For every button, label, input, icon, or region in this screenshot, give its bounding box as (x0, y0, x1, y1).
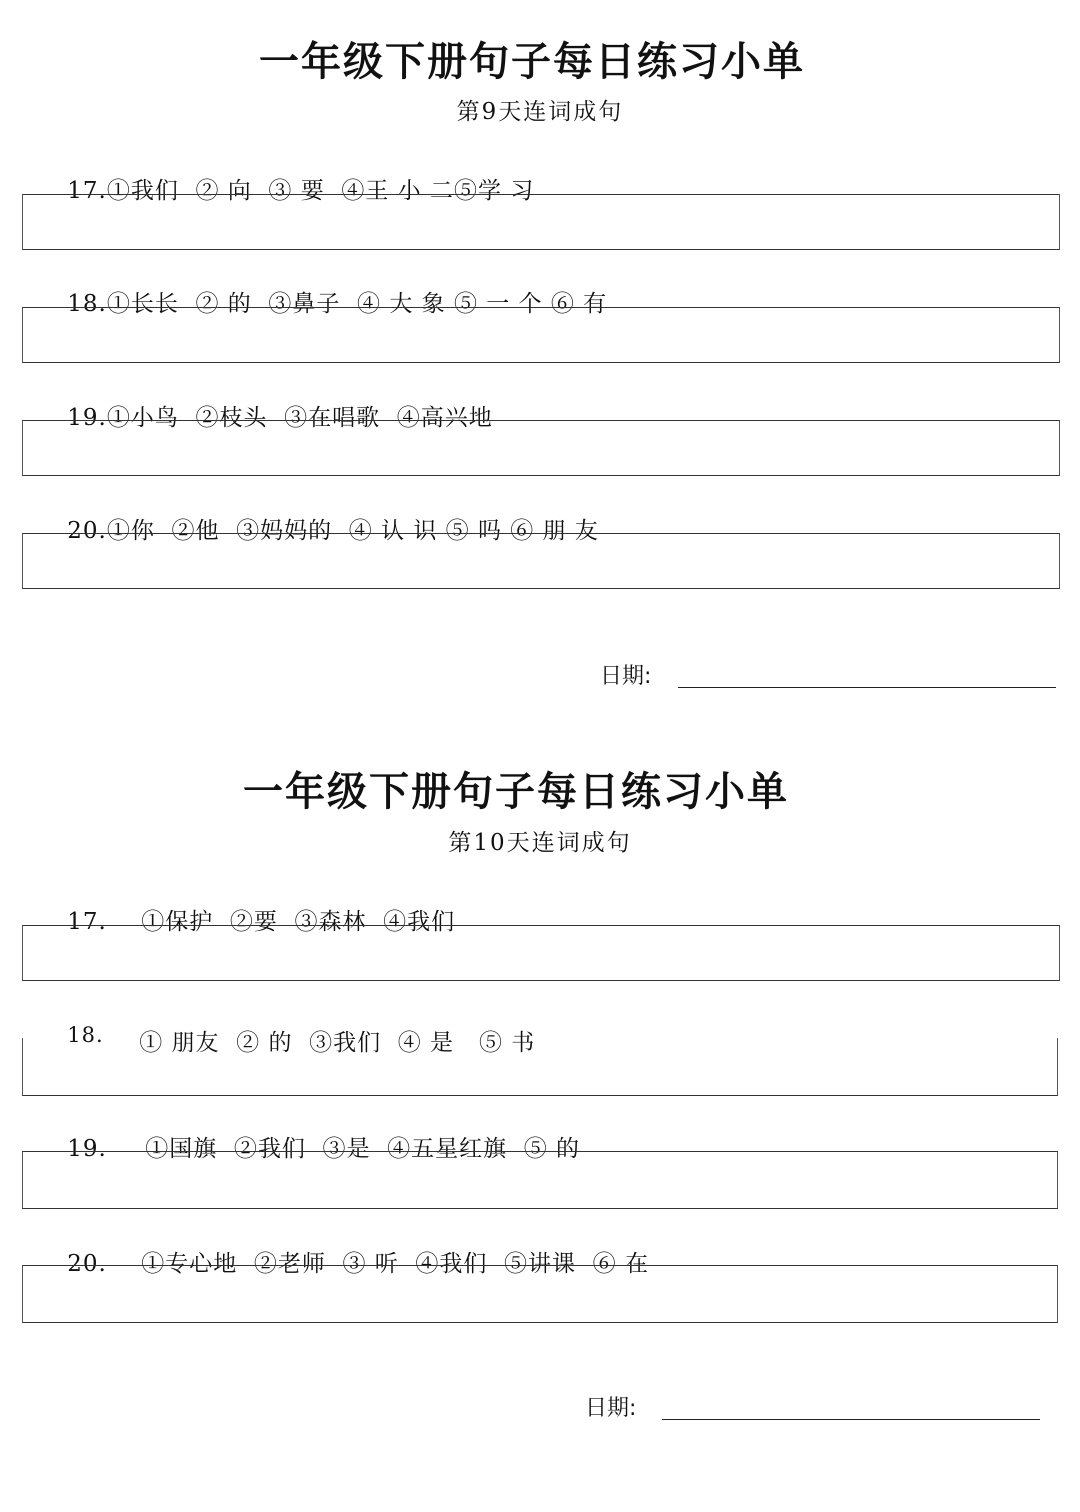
date-input-line[interactable] (678, 687, 1056, 688)
answer-box-20[interactable] (22, 1265, 1058, 1323)
date-label: 日期: (600, 664, 652, 689)
question-number: 17. (67, 909, 107, 935)
answer-box-19[interactable] (22, 420, 1060, 476)
answer-box-19[interactable] (22, 1151, 1058, 1209)
question-number: 18. (67, 291, 107, 317)
question-number: 19. (67, 1136, 107, 1162)
answer-box-17[interactable] (22, 194, 1060, 250)
answer-box-18[interactable] (22, 1038, 1058, 1096)
question-words: ①你 ②他 ③妈妈的 ④ 认 识 ⑤ 吗 ⑥ 朋 友 (106, 518, 599, 544)
worksheet-subtitle: 第9天连词成句 (456, 99, 624, 125)
question-words: ① 朋友 ② 的 ③我们 ④ 是 ⑤ 书 (139, 1030, 536, 1056)
question-words: ①小鸟 ②枝头 ③在唱歌 ④高兴地 (106, 405, 493, 431)
question-words: ①专心地 ②老师 ③ 听 ④我们 ⑤讲课 ⑥ 在 (141, 1251, 649, 1277)
question-number: 18. (67, 1023, 104, 1047)
question-number: 20. (67, 518, 107, 544)
question-words: ①国旗 ②我们 ③是 ④五星红旗 ⑤ 的 (145, 1136, 581, 1162)
worksheet-title: 一年级下册句子每日练习小单 (259, 39, 805, 85)
question-words: ①保护 ②要 ③森林 ④我们 (141, 909, 456, 935)
date-input-line[interactable] (662, 1419, 1040, 1420)
question-number: 19. (67, 405, 107, 431)
question-words: ①我们 ② 向 ③ 要 ④王 小 二⑤学 习 (106, 178, 535, 204)
answer-box-17[interactable] (22, 925, 1060, 981)
worksheet-title: 一年级下册句子每日练习小单 (243, 769, 789, 815)
question-number: 20. (67, 1251, 107, 1277)
question-number: 17. (67, 178, 107, 204)
date-label: 日期: (585, 1396, 637, 1421)
question-words: ①长长 ② 的 ③鼻子 ④ 大 象 ⑤ 一 个 ⑥ 有 (106, 291, 608, 317)
worksheet-subtitle: 第10天连词成句 (448, 830, 632, 856)
answer-box-18[interactable] (22, 307, 1060, 363)
answer-box-20[interactable] (22, 533, 1060, 589)
